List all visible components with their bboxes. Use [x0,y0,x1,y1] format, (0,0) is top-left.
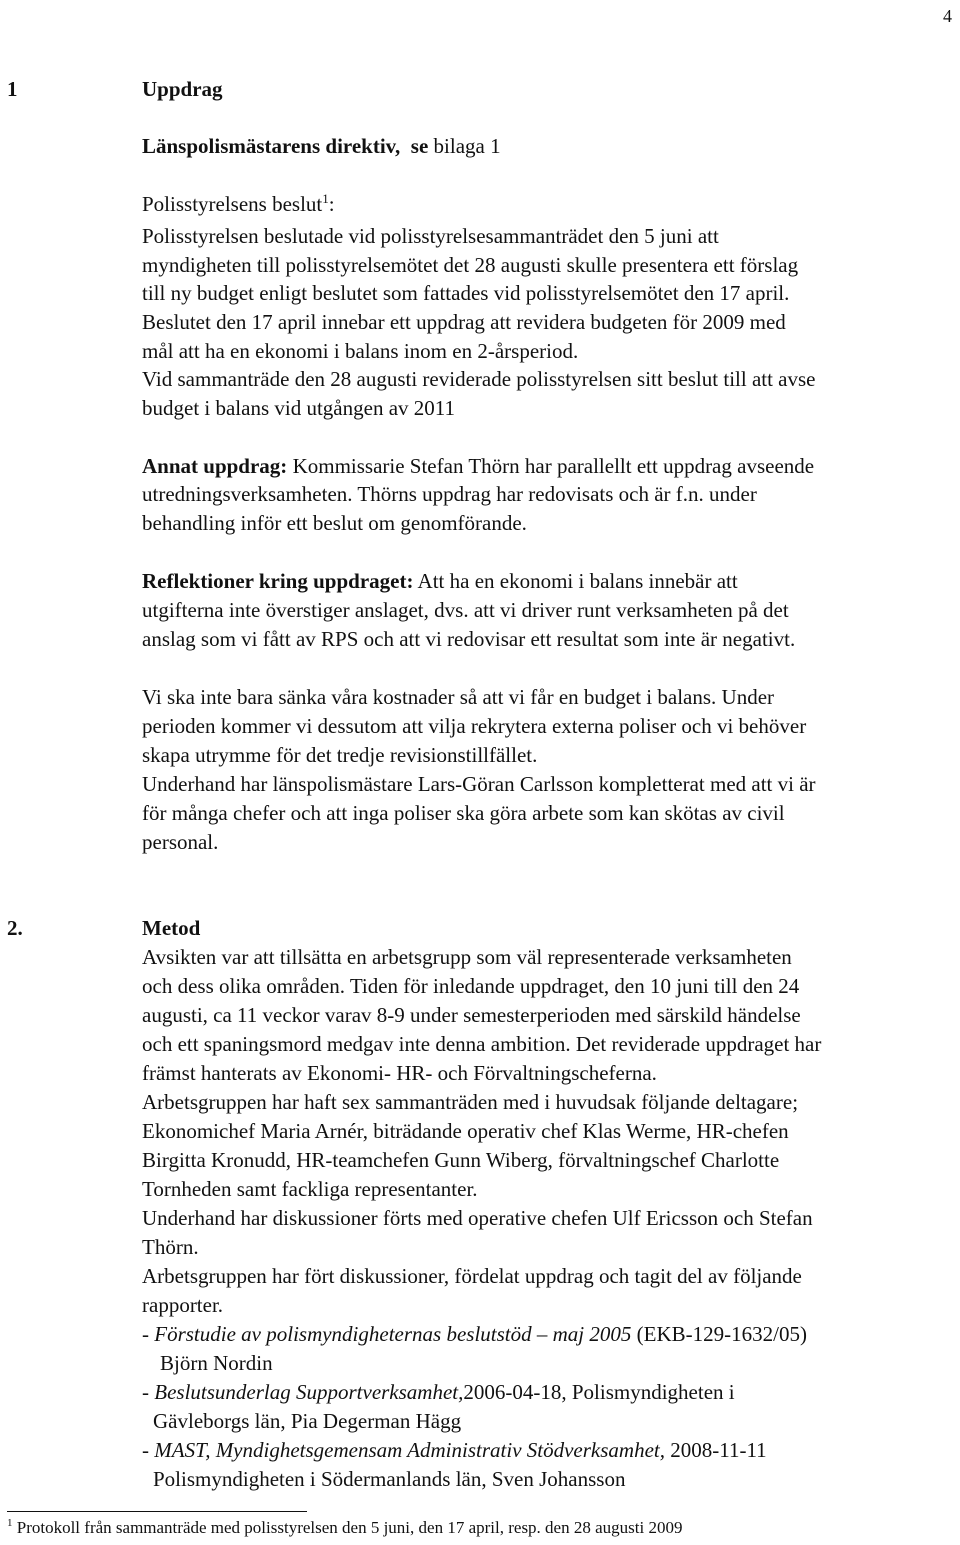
paragraph-line: Tornheden samt fackliga representanter. [142,1177,478,1201]
annat-text: Kommissarie Stefan Thörn har parallellt ett uppdrag avseende [287,454,815,478]
annat-label: Annat uppdrag: [142,454,288,478]
reference-author: Gävleborgs län, Pia Degerman Hägg [153,1409,462,1433]
section-title: Uppdrag [142,77,223,101]
reflection-label: Reflektioner kring uppdraget: [142,569,414,593]
paragraph-line: Birgitta Kronudd, HR-teamchefen Gunn Wiberg, förvaltningschef Charlotte [142,1148,780,1172]
paragraph-line: till ny budget enligt beslutet som fattades vid polisstyrelsemötet den 17 april. [142,281,790,305]
paragraph-line: Avsikten var att tillsätta en arbetsgrupp som väl representerade verksamheten [142,945,792,969]
reflection-text: Att ha en ekonomi i balans innebär att [413,569,738,593]
reference-item [142,1437,767,1463]
section-number: 1 [7,77,18,101]
directive-ref: bilaga 1 [433,134,501,158]
directive-line [142,133,501,159]
directive-label: Länspolismästarens direktiv, [142,134,401,158]
paragraph-line: mål att ha en ekonomi i balans inom en 2-årsperiod. [142,339,579,363]
paragraph-line: personal. [142,830,219,854]
paragraph-line: perioden kommer vi dessutom att vilja rekrytera externa poliser och vi behöver [142,714,807,738]
reference-title: MAST, Myndighetsgemensam Administrativ Stödverksamhet, [154,1438,665,1462]
reference-dash: - [142,1322,155,1346]
reference-item [142,1321,807,1347]
reference-detail: 2006-04-18, Polismyndigheten i [463,1380,735,1404]
footnote-text: Protokoll från sammanträde med polisstyrelsen den 5 juni, den 17 april, resp. den 28 augusti 2009 [12,1518,683,1537]
paragraph-line: utredningsverksamheten. Thörns uppdrag har redovisats och är f.n. under [142,482,757,506]
reference-dash: - [142,1380,155,1404]
section-title: Metod [142,916,201,940]
reference-detail: 2008-11-11 [664,1438,767,1462]
paragraph-line: Underhand har diskussioner förts med operative chefen Ulf Ericsson och Stefan [142,1206,813,1230]
paragraph-line: anslag som vi fått av RPS och att vi redovisar ett resultat som inte är negativt. [142,627,796,651]
paragraph-line: Polisstyrelsen beslutade vid polisstyrelsesammanträdet den 5 juni att [142,224,719,248]
reference-author: Björn Nordin [160,1351,273,1375]
footnote-ref: 1 [322,191,329,206]
reference-title: Förstudie av polismyndigheternas beslutstöd – maj 2005 [154,1322,632,1346]
paragraph-line: och dess olika områden. Tiden för inledande uppdraget, den 10 juni till den 24 [142,974,800,998]
reference-item [142,1379,735,1405]
reference-author: Polismyndigheten i Södermanlands län, Sven Johansson [153,1467,626,1491]
paragraph-line: Beslutet den 17 april innebar ett uppdrag att revidera budgeten för 2009 med [142,310,786,334]
paragraph-line: Arbetsgruppen har haft sex sammanträden med i huvudsak följande deltagare; [142,1090,799,1114]
paragraph-line: skapa utrymme för det tredje revisionstillfället. [142,743,538,767]
decision-colon: : [328,192,335,216]
paragraph-line: behandling inför ett beslut om genomförande. [142,511,527,535]
footnote [7,1517,682,1539]
paragraph-line: Vid sammanträde den 28 augusti reviderade polisstyrelsen sitt beslut till att avse [142,367,816,391]
decision-label-line [142,191,335,217]
paragraph-line: Ekonomichef Maria Arnér, biträdande operativ chef Klas Werme, HR-chefen [142,1119,789,1143]
annat-line [142,453,814,479]
directive-se: se [410,134,429,158]
paragraph-line: Vi ska inte bara sänka våra kostnader så att vi får en budget i balans. Under [142,685,775,709]
paragraph-line: främst hanterats av Ekonomi- HR- och Förvaltningscheferna. [142,1061,657,1085]
page-number: 4 [943,6,952,26]
reflection-line [142,568,738,594]
paragraph-line: för många chefer och att inga poliser ska göra arbete som kan skötas av civil [142,801,785,825]
paragraph-line: och ett spaningsmord medgav inte denna ambition. Det reviderade uppdraget har [142,1032,822,1056]
paragraph-line: Underhand har länspolismästare Lars-Göran Carlsson kompletterat med att vi är [142,772,816,796]
paragraph-line: myndigheten till polisstyrelsemötet det 28 augusti skulle presentera ett förslag [142,253,799,277]
paragraph-line: rapporter. [142,1293,224,1317]
decision-label: Polisstyrelsens beslut [142,192,323,216]
footnote-divider [7,1511,307,1512]
paragraph-line: budget i balans vid utgången av 2011 [142,396,455,420]
paragraph-line: augusti, ca 11 veckor varav 8-9 under semesterperioden med särskild händelse [142,1003,801,1027]
paragraph-line: Arbetsgruppen har fört diskussioner, fördelat uppdrag och tagit del av följande [142,1264,802,1288]
footnote-marker: 1 [7,1517,13,1529]
paragraph-line: utgifterna inte överstiger anslaget, dvs. att vi driver runt verksamheten på det [142,598,789,622]
section-number: 2. [7,916,23,940]
reference-dash: - [142,1438,155,1462]
paragraph-line: Thörn. [142,1235,199,1259]
reference-title: Beslutsunderlag Supportverksamhet, [154,1380,464,1404]
reference-detail: (EKB-129-1632/05) [631,1322,807,1346]
